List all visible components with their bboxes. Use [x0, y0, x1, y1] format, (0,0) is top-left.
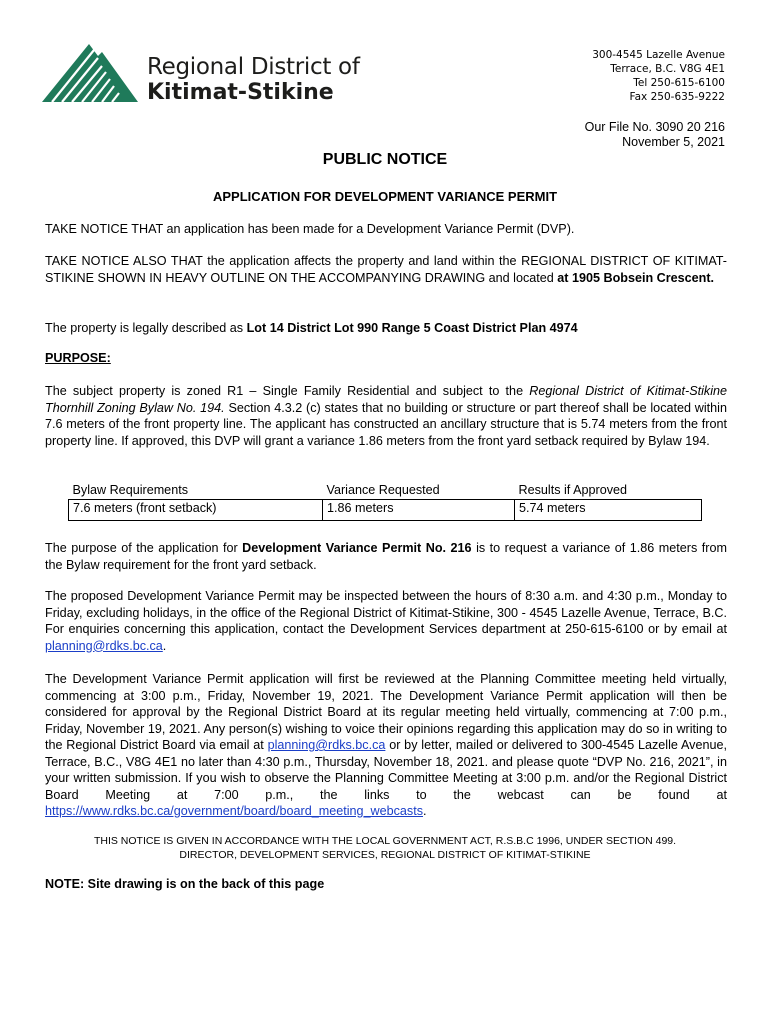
- legal-text: The property is legally described as: [45, 321, 247, 335]
- file-number: Our File No. 3090 20 216: [584, 120, 725, 134]
- email-link[interactable]: planning@rdks.bc.ca: [267, 738, 386, 752]
- footer-line-2: DIRECTOR, DEVELOPMENT SERVICES, REGIONAL DISTRICT OF KITIMAT-STIKINE: [179, 849, 591, 861]
- table-header-row: [69, 482, 702, 500]
- logo-text-line1: Regional District of: [147, 54, 360, 80]
- application-text-1: The purpose of the application for: [45, 541, 243, 555]
- table-cell: 7.6 meters (front setback): [69, 500, 323, 521]
- address-city: Terrace, B.C. V8G 4E1: [610, 63, 725, 75]
- table-cell: 1.86 meters: [323, 500, 515, 521]
- page-subtitle: APPLICATION FOR DEVELOPMENT VARIANCE PERMIT: [212, 189, 558, 204]
- purpose-heading: PURPOSE:: [45, 351, 111, 365]
- address-street: 300-4545 Lazelle Avenue: [592, 49, 725, 61]
- site-drawing-note: NOTE: Site drawing is on the back of this page: [45, 877, 325, 891]
- mountain-logo-icon: [42, 42, 142, 104]
- table-cell: 5.74 meters: [515, 500, 702, 521]
- purpose-text-2: Section 4.3.2 (c) states that no building or structure or part thereof shall be located within 7.6 meters of the front property line. The applicant has constructed an ancillary structure that is 5.74 meters from the front property line. If approved, this DVP will grant a variance 1.86 meters from the front yard setback required by Bylaw 194.: [45, 400, 727, 448]
- purpose-paragraph: [45, 383, 727, 449]
- phone-number: Tel 250-615-6100: [633, 77, 725, 89]
- legal-lot: Lot 14 District Lot 990 Range 5 Coast District Plan 4974: [246, 321, 578, 335]
- footer-line-1: THIS NOTICE IS GIVEN IN ACCORDANCE WITH THE LOCAL GOVERNMENT ACT, R.S.B.C 1996, UNDER SECTION 499.: [93, 835, 677, 847]
- notice-2-text: TAKE NOTICE ALSO THAT the application affects the property and land within the REGIONAL DISTRICT OF KITIMAT-STIKINE SHOWN IN HEAVY OUTLINE ON THE ACCOMPANYING DRAWING and located: [45, 254, 727, 285]
- permit-number: Development Variance Permit No. 216: [242, 541, 472, 555]
- logo-text-line2: Kitimat-Stikine: [147, 80, 334, 105]
- page-title: PUBLIC NOTICE: [322, 151, 448, 168]
- rdks-logo: [42, 42, 360, 105]
- inspection-paragraph: [45, 588, 727, 654]
- review-text-2: or by letter, mailed or delivered to 300-4545 Lazelle Avenue, Terrace, B.C., V8G 4E1 no later than 4:30 p.m., Thursday, November 18, 2021. and please quote “DVP No. 216, 2021”, in your written submission. If you wish to observe the Planning Committee Meeting at 3:00 p.m. and/or the Regional District Board Meeting at 7:00 p.m., the links to the webcast can be found at: [45, 738, 727, 802]
- office-address: [592, 48, 725, 104]
- notice-paragraph-2: [45, 253, 727, 286]
- notice-date: November 5, 2021: [622, 135, 725, 149]
- table-row: [69, 500, 702, 521]
- table-header-cell: Variance Requested: [323, 482, 515, 500]
- application-paragraph: [45, 540, 727, 573]
- inspection-text: The proposed Development Variance Permit may be inspected between the hours of 8:30 a.m. and 4:30 p.m., Monday to Friday, excluding holidays, in the office of the Regional District of Kitimat-Stikine, 300 - 4545 Lazelle Avenue, Terrace, B.C. For enquiries concerning this application, contact the Development Services department at 250-615-6100 or by email at: [45, 589, 727, 636]
- table-header-cell: Results if Approved: [515, 482, 702, 500]
- email-link[interactable]: planning@rdks.bc.ca: [45, 638, 163, 653]
- table-header-cell: Bylaw Requirements: [69, 482, 323, 500]
- inspection-end: .: [162, 638, 167, 653]
- legal-description: [45, 320, 727, 337]
- property-address: at 1905 Bobsein Crescent.: [557, 270, 715, 285]
- variance-table: [68, 482, 702, 521]
- review-end: .: [423, 804, 427, 818]
- legal-footer: [0, 834, 770, 862]
- review-text-1: The Development Variance Permit application will first be reviewed at the Planning Committee meeting held virtually, commencing at 3:00 p.m., Friday, November 19, 2021. The Development Variance Permit application will then be considered for approval by the Regional District Board at its regular meeting held virtually, commencing at 7:00 p.m., Friday, November 19, 2021. Any person(s) wishing to voice their opinions regarding this application may do so in writing to the Regional District Board via email at: [45, 672, 727, 752]
- file-info: [585, 120, 725, 150]
- application-text-2: is to request a variance of 1.86 meters from the Bylaw requirement for the front yard setback.: [45, 541, 727, 572]
- webcast-link[interactable]: https://www.rdks.bc.ca/government/board/board_meeting_webcasts: [45, 804, 424, 818]
- purpose-text-1: The subject property is zoned R1 – Single Family Residential and subject to the: [45, 384, 530, 398]
- review-paragraph: [45, 671, 727, 820]
- notice-paragraph-1: TAKE NOTICE THAT an application has been made for a Development Variance Permit (DVP).: [45, 222, 575, 236]
- bylaw-name: Regional District of Kitimat-Stikine Thornhill Zoning Bylaw No. 194.: [45, 384, 727, 415]
- fax-number: Fax 250-635-9222: [629, 91, 725, 103]
